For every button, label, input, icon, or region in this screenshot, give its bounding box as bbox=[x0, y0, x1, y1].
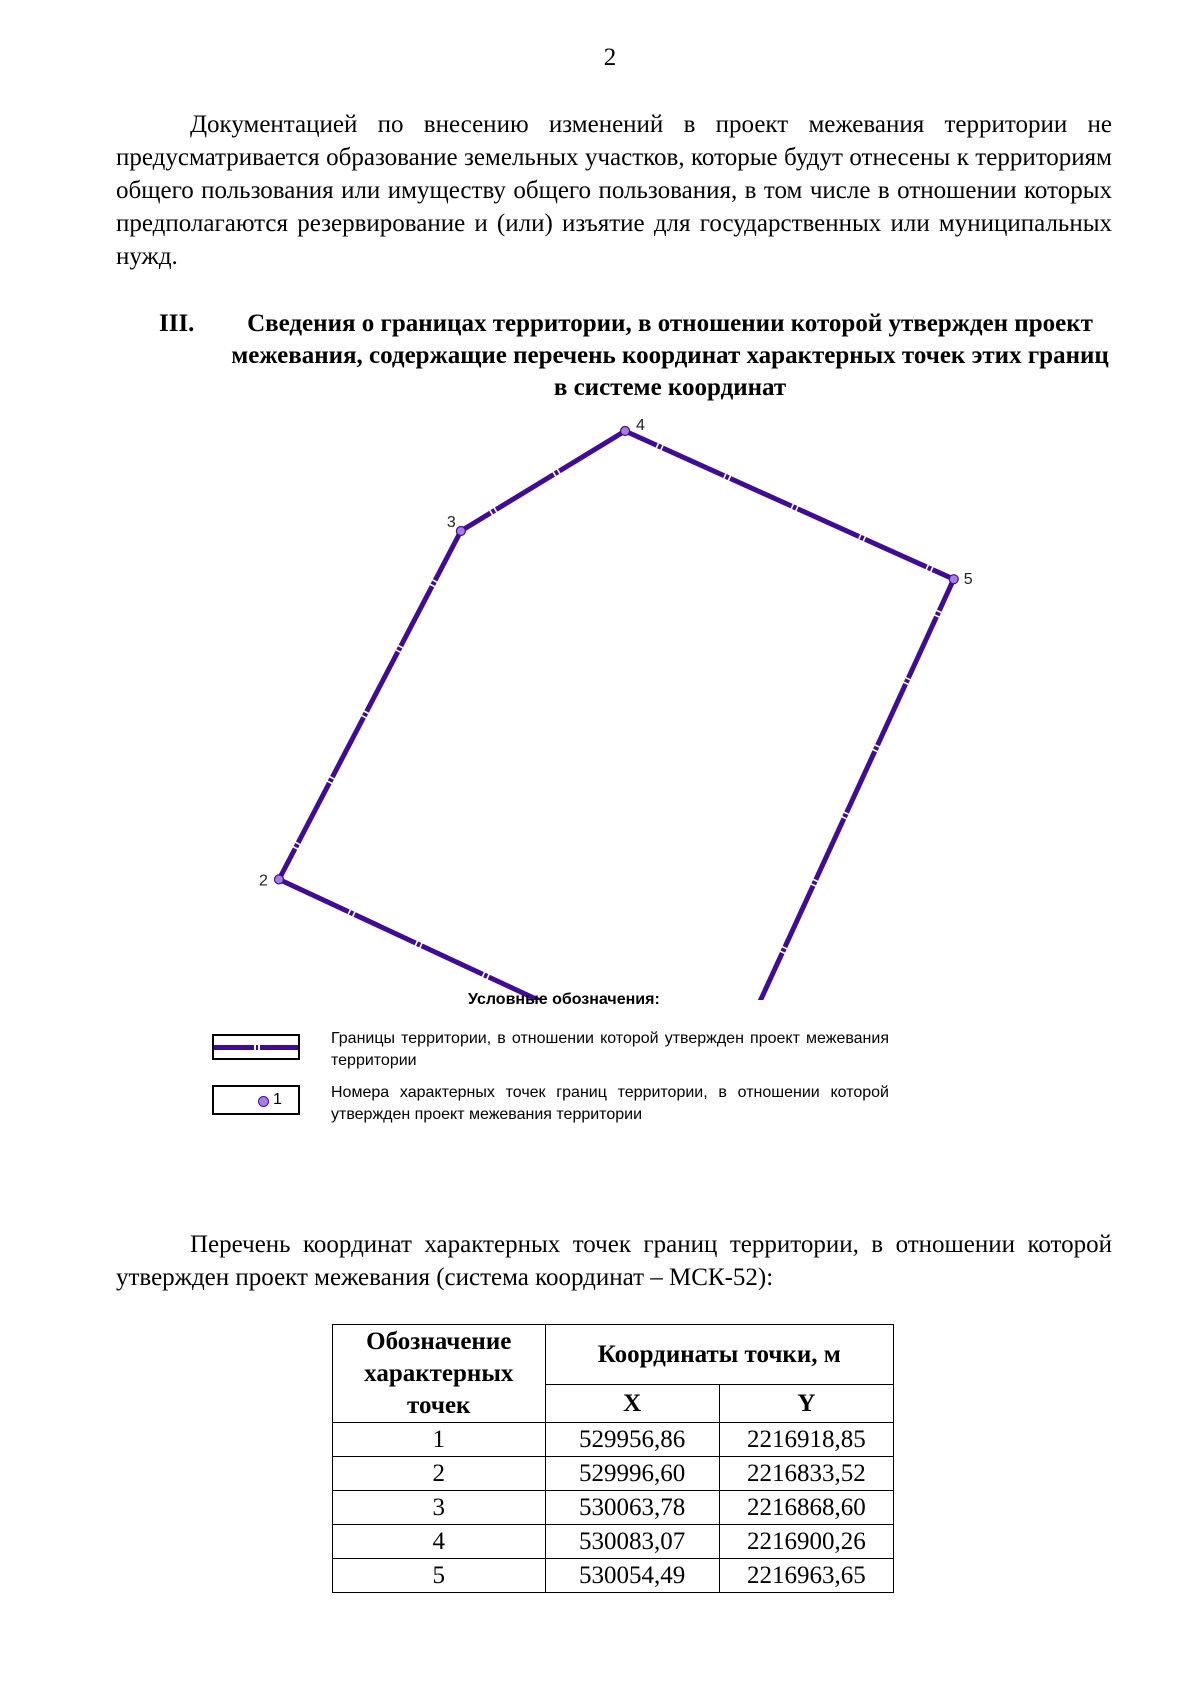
table-row bbox=[333, 1491, 894, 1525]
header-x: X bbox=[545, 1385, 719, 1423]
legend-boundary-ticks bbox=[254, 1043, 260, 1052]
legend-point-symbol bbox=[212, 1085, 300, 1115]
cell-y: 2216868,60 bbox=[719, 1491, 893, 1525]
boundary-segment bbox=[625, 431, 954, 579]
cell-point: 5 bbox=[333, 1559, 546, 1593]
legend-point-dot bbox=[258, 1096, 269, 1107]
legend-boundary-symbol bbox=[212, 1034, 300, 1060]
cell-x: 530083,07 bbox=[545, 1525, 719, 1559]
table-row bbox=[333, 1457, 894, 1491]
header-coordinates: Координаты точки, м bbox=[545, 1325, 894, 1385]
page-number: 2 bbox=[603, 44, 617, 71]
header-point: Обозначение характерных точек bbox=[333, 1325, 546, 1423]
table-row bbox=[333, 1423, 894, 1457]
section-number: III. bbox=[159, 310, 195, 337]
boundary-lines bbox=[279, 431, 954, 1000]
boundary-point-marker bbox=[456, 527, 465, 536]
table-row bbox=[333, 1525, 894, 1559]
boundary-segment bbox=[279, 531, 461, 879]
header-y: Y bbox=[719, 1385, 893, 1423]
cell-x: 529956,86 bbox=[545, 1423, 719, 1457]
boundary-point-label: 4 bbox=[636, 417, 645, 434]
cell-x: 530054,49 bbox=[545, 1559, 719, 1593]
cell-x: 529996,60 bbox=[545, 1457, 719, 1491]
legend-point-text: Номера характерных точек границ территории, в отношении которой утвержден проект межевания территории bbox=[331, 1084, 889, 1123]
table-row bbox=[333, 1559, 894, 1593]
legend-boundary-text: Границы территории, в отношении которой утвержден проект межевания территории bbox=[331, 1030, 889, 1069]
legend-title: Условные обозначения: bbox=[468, 991, 660, 1008]
boundary-point-marker bbox=[949, 575, 958, 584]
coordinates-table bbox=[332, 1324, 894, 1593]
boundary-segment bbox=[721, 579, 953, 1000]
cell-x: 530063,78 bbox=[545, 1491, 719, 1525]
cell-y: 2216918,85 bbox=[719, 1423, 893, 1457]
cell-point: 4 bbox=[333, 1525, 546, 1559]
section-title: Сведения о границах территории, в отношении которой утвержден проект межевания, содержащие перечень координат характерных точек этих границ в системе координат bbox=[231, 310, 1109, 401]
boundary-segment bbox=[461, 431, 625, 531]
cell-point: 1 bbox=[333, 1423, 546, 1457]
boundary-point-marker bbox=[275, 875, 284, 884]
coordinates-intro: Перечень координат характерных точек границ территории, в отношении которой утвержден проект межевания (система координат – МСК-52): bbox=[116, 1231, 1112, 1291]
intro-paragraph: Документацией по внесению изменений в проект межевания территории не предусматривается образование земельных участков, которые будут отнесены к территориям общего пользования или имуществу общего пользования, в том числе в отношении которых предполагаются резервирование и (или) изъятие для государственных или муниципальных нужд. bbox=[116, 111, 1112, 270]
cell-point: 2 bbox=[333, 1457, 546, 1491]
legend-point-number: 1 bbox=[273, 1091, 282, 1108]
cell-y: 2216963,65 bbox=[719, 1559, 893, 1593]
boundary-point-label: 3 bbox=[446, 514, 456, 532]
boundary-point-label: 5 bbox=[963, 571, 973, 589]
boundary-point-marker bbox=[621, 427, 630, 436]
boundary-segment bbox=[279, 879, 721, 1000]
cell-y: 2216900,26 bbox=[719, 1525, 893, 1559]
cell-point: 3 bbox=[333, 1491, 546, 1525]
boundary-points bbox=[275, 427, 959, 1001]
table-header-row bbox=[333, 1325, 894, 1385]
cell-y: 2216833,52 bbox=[719, 1457, 893, 1491]
boundary-point-label: 2 bbox=[259, 872, 268, 890]
